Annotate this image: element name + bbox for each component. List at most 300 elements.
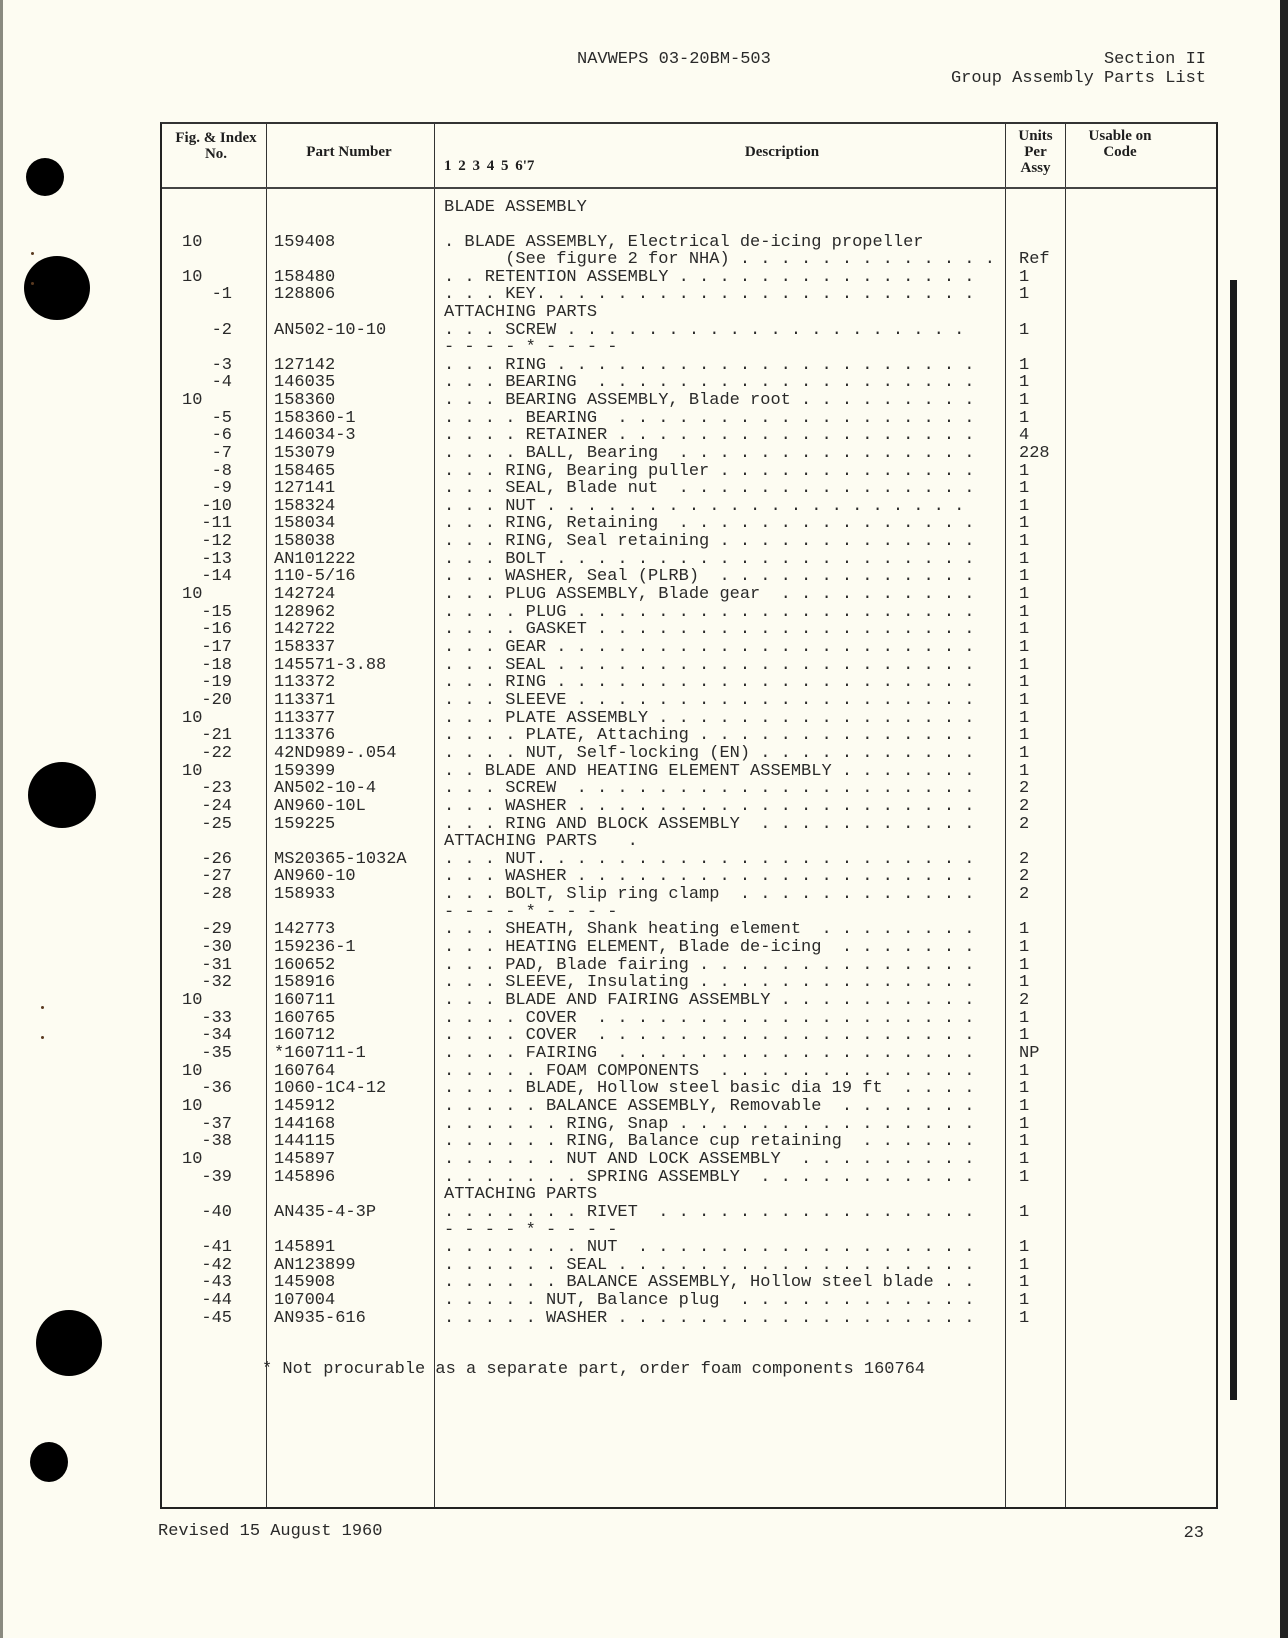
description-cell: BLADE ASSEMBLY bbox=[444, 199, 587, 217]
table-row bbox=[162, 427, 1216, 445]
part-number-cell: 160765 bbox=[274, 1009, 336, 1028]
part-number-cell: AN502-10-10 bbox=[274, 321, 387, 340]
punch-hole-1 bbox=[26, 158, 64, 196]
part-number-cell: 128806 bbox=[274, 285, 336, 304]
fig-index-cell: -15 bbox=[201, 603, 232, 622]
part-number-cell: AN123899 bbox=[274, 1256, 356, 1275]
fig-index-cell: -35 bbox=[201, 1044, 232, 1063]
units-per-assy-cell: 1 bbox=[1019, 1079, 1030, 1098]
description-cell: . . . BEARING ASSEMBLY, Blade root . . . . . . . . . bbox=[444, 392, 975, 410]
part-number-cell: 158324 bbox=[274, 497, 336, 516]
units-per-assy-cell: 1 bbox=[1019, 479, 1030, 498]
description-cell: . . . WASHER, Seal (PLRB) . . . . . . . . . . . . . bbox=[444, 568, 975, 586]
description-cell: . . . . BLADE, Hollow steel basic dia 19 ft . . . . bbox=[444, 1080, 975, 1098]
fig-index-cell: -11 bbox=[201, 514, 232, 533]
part-number-cell: 146035 bbox=[274, 373, 336, 392]
description-cell: ATTACHING PARTS bbox=[444, 1186, 598, 1204]
table-row bbox=[162, 833, 1216, 851]
table-row bbox=[162, 939, 1216, 957]
table-row bbox=[162, 1080, 1216, 1098]
fig-index-cell: -9 bbox=[211, 479, 232, 498]
fig-index-cell: 10 bbox=[182, 233, 203, 252]
units-per-assy-cell: 1 bbox=[1019, 585, 1030, 604]
units-per-assy-cell: 1 bbox=[1019, 638, 1030, 657]
part-number-cell: 158360-1 bbox=[274, 409, 356, 428]
footnote: * Not procurable as a separate part, order foam components 160764 bbox=[262, 1360, 926, 1379]
part-number-cell: AN960-10 bbox=[274, 867, 356, 886]
units-per-assy-cell: 1 bbox=[1019, 1273, 1030, 1292]
description-cell: . BLADE ASSEMBLY, Electrical de-icing propeller bbox=[444, 234, 924, 252]
description-cell: . . . SEAL . . . . . . . . . . . . . . . . . . . . . bbox=[444, 657, 975, 675]
description-cell: . . . . . . BALANCE ASSEMBLY, Hollow steel blade . . bbox=[444, 1274, 975, 1292]
description-cell: . . . . . BALANCE ASSEMBLY, Removable . . . . . . . bbox=[444, 1098, 975, 1116]
units-per-assy-cell: 1 bbox=[1019, 1062, 1030, 1081]
description-cell: . . . . . . SEAL . . . . . . . . . . . . . . . . . . bbox=[444, 1257, 975, 1275]
units-per-assy-cell: 1 bbox=[1019, 1097, 1030, 1116]
units-per-assy-cell: 2 bbox=[1019, 991, 1030, 1010]
table-row bbox=[162, 798, 1216, 816]
description-cell: . . . . FAIRING . . . . . . . . . . . . . . . . . . bbox=[444, 1045, 975, 1063]
description-cell: . . . BOLT . . . . . . . . . . . . . . . . . . . . . bbox=[444, 551, 975, 569]
units-per-assy-cell: 2 bbox=[1019, 779, 1030, 798]
table-row bbox=[162, 234, 1216, 252]
part-number-cell: 158933 bbox=[274, 885, 336, 904]
units-per-assy-cell: 1 bbox=[1019, 603, 1030, 622]
part-number-cell: 110-5/16 bbox=[274, 567, 356, 586]
table-row bbox=[162, 286, 1216, 304]
fig-index-cell: -37 bbox=[201, 1115, 232, 1134]
col-header-description: Description bbox=[744, 144, 820, 160]
description-cell: . . . BOLT, Slip ring clamp . . . . . . . . . . . . bbox=[444, 886, 975, 904]
table-row bbox=[162, 816, 1216, 834]
units-per-assy-cell: 1 bbox=[1019, 1168, 1030, 1187]
fig-index-cell: -20 bbox=[201, 691, 232, 710]
units-per-assy-cell: 2 bbox=[1019, 867, 1030, 886]
table-row bbox=[162, 727, 1216, 745]
description-cell: . . . RING . . . . . . . . . . . . . . . . . . . . . bbox=[444, 674, 975, 692]
part-number-cell: 113372 bbox=[274, 673, 336, 692]
description-cell: . . . . . WASHER . . . . . . . . . . . . . . . . . . bbox=[444, 1310, 975, 1328]
description-cell: - - - - * - - - - bbox=[444, 339, 618, 357]
description-cell: . . . SCREW . . . . . . . . . . . . . . . . . . . . bbox=[444, 322, 965, 340]
table-row bbox=[162, 1098, 1216, 1116]
units-per-assy-cell: 1 bbox=[1019, 268, 1030, 287]
units-per-assy-cell: 1 bbox=[1019, 673, 1030, 692]
speck bbox=[31, 282, 34, 285]
fig-index-cell: -43 bbox=[201, 1273, 232, 1292]
col-header-part-number: Part Number bbox=[306, 144, 392, 160]
description-cell: . . . SEAL, Blade nut . . . . . . . . . . . . . . . bbox=[444, 480, 975, 498]
units-per-assy-cell: 1 bbox=[1019, 620, 1030, 639]
section-title: Group Assembly Parts List bbox=[950, 69, 1206, 88]
part-number-cell: 113377 bbox=[274, 709, 336, 728]
description-cell: . . . RING . . . . . . . . . . . . . . . . . . . . . bbox=[444, 357, 975, 375]
fig-index-cell: -16 bbox=[201, 620, 232, 639]
page-edge-left bbox=[0, 0, 3, 1638]
fig-index-cell: 10 bbox=[182, 391, 203, 410]
part-number-cell: 160652 bbox=[274, 956, 336, 975]
table-row bbox=[162, 1204, 1216, 1222]
fig-index-cell: -38 bbox=[201, 1132, 232, 1151]
description-cell: . . . . . NUT, Balance plug . . . . . . . . . . . . bbox=[444, 1292, 975, 1310]
revision-date: Revised 15 August 1960 bbox=[158, 1522, 383, 1541]
description-cell: . . . KEY. . . . . . . . . . . . . . . . . . . . . . bbox=[444, 286, 975, 304]
part-number-cell: 145912 bbox=[274, 1097, 336, 1116]
table-row bbox=[162, 1310, 1216, 1328]
fig-index-cell: -2 bbox=[211, 321, 232, 340]
header-divider bbox=[162, 187, 1216, 189]
part-number-cell: 145896 bbox=[274, 1168, 336, 1187]
units-per-assy-cell: 1 bbox=[1019, 1309, 1030, 1328]
units-per-assy-cell: 1 bbox=[1019, 1115, 1030, 1134]
col-header-fig-index: Fig. & Index No. bbox=[175, 130, 257, 162]
fig-index-cell: -32 bbox=[201, 973, 232, 992]
description-cell: - - - - * - - - - bbox=[444, 904, 618, 922]
fig-index-cell: -4 bbox=[211, 373, 232, 392]
part-number-cell: 145897 bbox=[274, 1150, 336, 1169]
description-cell: (See figure 2 for NHA) . . . . . . . . . . . . . bbox=[444, 251, 995, 269]
description-cell: . . . . . . . RIVET . . . . . . . . . . . . . . . . bbox=[444, 1204, 975, 1222]
part-number-cell: 142724 bbox=[274, 585, 336, 604]
units-per-assy-cell: 1 bbox=[1019, 285, 1030, 304]
fig-index-cell: -8 bbox=[211, 462, 232, 481]
units-per-assy-cell: 4 bbox=[1019, 426, 1030, 445]
table-row bbox=[162, 586, 1216, 604]
units-per-assy-cell: 2 bbox=[1019, 797, 1030, 816]
units-per-assy-cell: NP bbox=[1019, 1044, 1040, 1063]
part-number-cell: 128962 bbox=[274, 603, 336, 622]
description-cell: . . . SCREW . . . . . . . . . . . . . . . . . . . . bbox=[444, 780, 975, 798]
fig-index-cell: -26 bbox=[201, 850, 232, 869]
description-cell: . . . . PLUG . . . . . . . . . . . . . . . . . . . . bbox=[444, 604, 975, 622]
table-row bbox=[162, 674, 1216, 692]
description-cell: . . RETENTION ASSEMBLY . . . . . . . . . . . . . . . bbox=[444, 269, 975, 287]
units-per-assy-cell: 1 bbox=[1019, 550, 1030, 569]
col-header-units: Units Per Assy bbox=[1018, 128, 1053, 176]
description-cell: . . . GEAR . . . . . . . . . . . . . . . . . . . . . bbox=[444, 639, 975, 657]
speck bbox=[41, 1036, 44, 1039]
description-cell: . . . . . . NUT AND LOCK ASSEMBLY . . . . . . . . . bbox=[444, 1151, 975, 1169]
description-cell: . . . RING, Retaining . . . . . . . . . . . . . . . bbox=[444, 515, 975, 533]
table-row bbox=[162, 515, 1216, 533]
fig-index-cell: 10 bbox=[182, 709, 203, 728]
part-number-cell: 127142 bbox=[274, 356, 336, 375]
page-edge-right bbox=[1280, 0, 1288, 1638]
table-row bbox=[162, 692, 1216, 710]
part-number-cell: AN502-10-4 bbox=[274, 779, 377, 798]
fig-index-cell: -3 bbox=[211, 356, 232, 375]
table-row bbox=[162, 339, 1216, 357]
description-cell: . . . . BEARING . . . . . . . . . . . . . . . . . . bbox=[444, 410, 975, 428]
description-cell: . . . SHEATH, Shank heating element . . . . . . . . bbox=[444, 921, 975, 939]
description-cell: . . . HEATING ELEMENT, Blade de-icing . . . . . . . bbox=[444, 939, 975, 957]
fig-index-cell: 10 bbox=[182, 1097, 203, 1116]
units-per-assy-cell: 1 bbox=[1019, 1150, 1030, 1169]
description-cell: . . . BLADE AND FAIRING ASSEMBLY . . . . . . . . . . bbox=[444, 992, 975, 1010]
part-number-cell: 107004 bbox=[274, 1291, 336, 1310]
fig-index-cell: -17 bbox=[201, 638, 232, 657]
units-per-assy-cell: 1 bbox=[1019, 726, 1030, 745]
table-row bbox=[162, 974, 1216, 992]
description-cell: . . . RING, Bearing puller . . . . . . . . . . . . . bbox=[444, 463, 975, 481]
part-number-cell: 127141 bbox=[274, 479, 336, 498]
units-per-assy-cell: 2 bbox=[1019, 850, 1030, 869]
fig-index-cell: -1 bbox=[211, 285, 232, 304]
table-row bbox=[162, 1169, 1216, 1187]
part-number-cell: 160711 bbox=[274, 991, 336, 1010]
document-number: NAVWEPS 03-20BM-503 bbox=[577, 50, 771, 69]
description-cell: . . . SLEEVE . . . . . . . . . . . . . . . . . . . . bbox=[444, 692, 975, 710]
fig-index-cell: -25 bbox=[201, 815, 232, 834]
part-number-cell: MS20365-1032A bbox=[274, 850, 407, 869]
table-row bbox=[162, 1186, 1216, 1204]
fig-index-cell: -30 bbox=[201, 938, 232, 957]
table-row bbox=[162, 1045, 1216, 1063]
description-cell: . . . PLATE ASSEMBLY . . . . . . . . . . . . . . . . bbox=[444, 710, 975, 728]
part-number-cell: 158337 bbox=[274, 638, 336, 657]
units-per-assy-cell: 2 bbox=[1019, 885, 1030, 904]
units-per-assy-cell: 1 bbox=[1019, 1009, 1030, 1028]
description-cell: . . . PAD, Blade fairing . . . . . . . . . . . . . . bbox=[444, 957, 975, 975]
table-row bbox=[162, 1027, 1216, 1045]
table-row bbox=[162, 1274, 1216, 1292]
fig-index-cell: -12 bbox=[201, 532, 232, 551]
part-number-cell: 158916 bbox=[274, 973, 336, 992]
description-cell: . . . . BALL, Bearing . . . . . . . . . . . . . . . bbox=[444, 445, 975, 463]
part-number-cell: 158360 bbox=[274, 391, 336, 410]
part-number-cell: 144168 bbox=[274, 1115, 336, 1134]
fig-index-cell: -10 bbox=[201, 497, 232, 516]
fig-index-cell: -42 bbox=[201, 1256, 232, 1275]
fig-index-cell: 10 bbox=[182, 991, 203, 1010]
part-number-cell: 158465 bbox=[274, 462, 336, 481]
fig-index-cell: -29 bbox=[201, 920, 232, 939]
punch-hole-4 bbox=[36, 1310, 102, 1376]
part-number-cell: AN935-616 bbox=[274, 1309, 366, 1328]
fig-index-cell: -40 bbox=[201, 1203, 232, 1222]
units-per-assy-cell: 1 bbox=[1019, 373, 1030, 392]
table-row bbox=[162, 639, 1216, 657]
table-row bbox=[162, 374, 1216, 392]
units-per-assy-cell: 1 bbox=[1019, 1256, 1030, 1275]
description-cell: . . . RING AND BLOCK ASSEMBLY . . . . . . . . . . . bbox=[444, 816, 975, 834]
units-per-assy-cell: 1 bbox=[1019, 356, 1030, 375]
table-row bbox=[162, 780, 1216, 798]
description-cell: ATTACHING PARTS bbox=[444, 304, 598, 322]
table-row bbox=[162, 1151, 1216, 1169]
units-per-assy-cell: 1 bbox=[1019, 1238, 1030, 1257]
description-cell: . . . NUT. . . . . . . . . . . . . . . . . . . . . . bbox=[444, 851, 975, 869]
units-per-assy-cell: 1 bbox=[1019, 656, 1030, 675]
description-cell: . . . BEARING . . . . . . . . . . . . . . . . . . . bbox=[444, 374, 975, 392]
table-row bbox=[162, 322, 1216, 340]
part-number-cell: AN960-10L bbox=[274, 797, 366, 816]
part-number-cell: 146034-3 bbox=[274, 426, 356, 445]
description-cell: . . . . . FOAM COMPONENTS . . . . . . . . . . . . . bbox=[444, 1063, 975, 1081]
units-per-assy-cell: 1 bbox=[1019, 497, 1030, 516]
units-per-assy-cell: 1 bbox=[1019, 1203, 1030, 1222]
fig-index-cell: 10 bbox=[182, 1062, 203, 1081]
description-cell: . . . WASHER . . . . . . . . . . . . . . . . . . . . bbox=[444, 868, 975, 886]
table-row bbox=[162, 1133, 1216, 1151]
revision-change-bar bbox=[1230, 280, 1237, 1400]
table-row bbox=[162, 992, 1216, 1010]
part-number-cell: 42ND989-.054 bbox=[274, 744, 397, 763]
units-per-assy-cell: 228 bbox=[1019, 444, 1050, 463]
part-number-cell: 159236-1 bbox=[274, 938, 356, 957]
col-header-usable-on-code: Usable on Code bbox=[1088, 128, 1152, 160]
units-per-assy-cell: 1 bbox=[1019, 956, 1030, 975]
part-number-cell: 159399 bbox=[274, 762, 336, 781]
part-number-cell: 142722 bbox=[274, 620, 336, 639]
part-number-cell: 145891 bbox=[274, 1238, 336, 1257]
units-per-assy-cell: 1 bbox=[1019, 409, 1030, 428]
description-cell: ATTACHING PARTS . bbox=[444, 833, 638, 851]
description-cell: . . . SLEEVE, Insulating . . . . . . . . . . . . . . bbox=[444, 974, 975, 992]
table-row bbox=[162, 868, 1216, 886]
part-number-cell: *160711-1 bbox=[274, 1044, 366, 1063]
table-row bbox=[162, 921, 1216, 939]
part-number-cell: 1060-1C4-12 bbox=[274, 1079, 387, 1098]
table-row bbox=[162, 304, 1216, 322]
part-number-cell: 153079 bbox=[274, 444, 336, 463]
section-label: Section II bbox=[1103, 50, 1206, 69]
fig-index-cell: -22 bbox=[201, 744, 232, 763]
description-cell: . . . . PLATE, Attaching . . . . . . . . . . . . . . bbox=[444, 727, 975, 745]
punch-hole-3 bbox=[28, 762, 96, 828]
description-cell: . . . WASHER . . . . . . . . . . . . . . . . . . . . bbox=[444, 798, 975, 816]
description-cell: . . . . . . . NUT . . . . . . . . . . . . . . . . . bbox=[444, 1239, 975, 1257]
units-per-assy-cell: 1 bbox=[1019, 762, 1030, 781]
fig-index-cell: -7 bbox=[211, 444, 232, 463]
part-number-cell: 145908 bbox=[274, 1273, 336, 1292]
fig-index-cell: -45 bbox=[201, 1309, 232, 1328]
description-cell: . . . NUT . . . . . . . . . . . . . . . . . . . . . bbox=[444, 498, 965, 516]
part-number-cell: 159225 bbox=[274, 815, 336, 834]
table-row bbox=[162, 745, 1216, 763]
fig-index-cell: -24 bbox=[201, 797, 232, 816]
fig-index-cell: -5 bbox=[211, 409, 232, 428]
units-per-assy-cell: 1 bbox=[1019, 532, 1030, 551]
speck bbox=[41, 1006, 44, 1009]
description-cell: . . . . . . RING, Snap . . . . . . . . . . . . . . . bbox=[444, 1116, 975, 1134]
fig-index-cell: -18 bbox=[201, 656, 232, 675]
fig-index-cell: -39 bbox=[201, 1168, 232, 1187]
col-header-indent-scale: 1 2 3 4 5 6'7 bbox=[444, 158, 535, 174]
table-row bbox=[162, 445, 1216, 463]
fig-index-cell: -19 bbox=[201, 673, 232, 692]
fig-index-cell: 10 bbox=[182, 762, 203, 781]
description-cell: . . . . . . . SPRING ASSEMBLY . . . . . . . . . . . bbox=[444, 1169, 975, 1187]
fig-index-cell: 10 bbox=[182, 268, 203, 287]
fig-index-cell: -13 bbox=[201, 550, 232, 569]
description-cell: . . . . GASKET . . . . . . . . . . . . . . . . . . . bbox=[444, 621, 975, 639]
fig-index-cell: -28 bbox=[201, 885, 232, 904]
units-per-assy-cell: 1 bbox=[1019, 462, 1030, 481]
units-per-assy-cell: 1 bbox=[1019, 321, 1030, 340]
fig-index-cell: -34 bbox=[201, 1026, 232, 1045]
fig-index-cell: -27 bbox=[201, 867, 232, 886]
units-per-assy-cell: 1 bbox=[1019, 744, 1030, 763]
part-number-cell: 144115 bbox=[274, 1132, 336, 1151]
part-number-cell: 113376 bbox=[274, 726, 336, 745]
units-per-assy-cell: 1 bbox=[1019, 1026, 1030, 1045]
fig-index-cell: -23 bbox=[201, 779, 232, 798]
speck bbox=[31, 252, 34, 255]
units-per-assy-cell: 1 bbox=[1019, 973, 1030, 992]
units-per-assy-cell: 1 bbox=[1019, 938, 1030, 957]
units-per-assy-cell: 1 bbox=[1019, 1132, 1030, 1151]
description-cell: . . . . . . RING, Balance cup retaining . . . . . . bbox=[444, 1133, 975, 1151]
fig-index-cell: -41 bbox=[201, 1238, 232, 1257]
table-row bbox=[162, 621, 1216, 639]
units-per-assy-cell: 1 bbox=[1019, 709, 1030, 728]
part-number-cell: 159408 bbox=[274, 233, 336, 252]
fig-index-cell: -33 bbox=[201, 1009, 232, 1028]
table-row bbox=[162, 568, 1216, 586]
part-number-cell: 158480 bbox=[274, 268, 336, 287]
description-cell: . . . PLUG ASSEMBLY, Blade gear . . . . . . . . . . bbox=[444, 586, 975, 604]
table-row bbox=[162, 886, 1216, 904]
table-row bbox=[162, 480, 1216, 498]
part-number-cell: 158034 bbox=[274, 514, 336, 533]
part-number-cell: AN101222 bbox=[274, 550, 356, 569]
section-header bbox=[951, 50, 1206, 88]
description-cell: . . . . COVER . . . . . . . . . . . . . . . . . . . bbox=[444, 1027, 975, 1045]
units-per-assy-cell: 1 bbox=[1019, 1291, 1030, 1310]
fig-index-cell: -31 bbox=[201, 956, 232, 975]
table-row bbox=[162, 199, 1216, 217]
part-number-cell: 160712 bbox=[274, 1026, 336, 1045]
units-per-assy-cell: 1 bbox=[1019, 920, 1030, 939]
fig-index-cell: -6 bbox=[211, 426, 232, 445]
description-cell: . . BLADE AND HEATING ELEMENT ASSEMBLY . . . . . . . bbox=[444, 763, 975, 781]
description-cell: . . . . RETAINER . . . . . . . . . . . . . . . . . . bbox=[444, 427, 975, 445]
description-cell: - - - - * - - - - bbox=[444, 1222, 618, 1240]
units-per-assy-cell: 1 bbox=[1019, 514, 1030, 533]
description-cell: . . . RING, Seal retaining . . . . . . . . . . . . . bbox=[444, 533, 975, 551]
units-per-assy-cell: 1 bbox=[1019, 567, 1030, 586]
description-cell: . . . . COVER . . . . . . . . . . . . . . . . . . . bbox=[444, 1010, 975, 1028]
units-per-assy-cell: 1 bbox=[1019, 691, 1030, 710]
units-per-assy-cell: 1 bbox=[1019, 391, 1030, 410]
punch-hole-2 bbox=[24, 256, 90, 320]
table-row bbox=[162, 533, 1216, 551]
part-number-cell: 160764 bbox=[274, 1062, 336, 1081]
part-number-cell: AN435-4-3P bbox=[274, 1203, 377, 1222]
part-number-cell: 158038 bbox=[274, 532, 336, 551]
units-per-assy-cell: 2 bbox=[1019, 815, 1030, 834]
parts-list-table bbox=[160, 122, 1218, 1509]
part-number-cell: 142773 bbox=[274, 920, 336, 939]
table-row bbox=[162, 1292, 1216, 1310]
table-row bbox=[162, 251, 1216, 269]
fig-index-cell: 10 bbox=[182, 585, 203, 604]
table-row bbox=[162, 1239, 1216, 1257]
fig-index-cell: -21 bbox=[201, 726, 232, 745]
part-number-cell: 113371 bbox=[274, 691, 336, 710]
fig-index-cell: -44 bbox=[201, 1291, 232, 1310]
part-number-cell: 145571-3.88 bbox=[274, 656, 387, 675]
table-row bbox=[162, 392, 1216, 410]
fig-index-cell: -36 bbox=[201, 1079, 232, 1098]
description-cell: . . . . NUT, Self-locking (EN) . . . . . . . . . . . bbox=[444, 745, 975, 763]
fig-index-cell: 10 bbox=[182, 1150, 203, 1169]
units-per-assy-cell: Ref bbox=[1019, 250, 1050, 269]
page-number: 23 bbox=[1183, 1524, 1204, 1543]
fig-index-cell: -14 bbox=[201, 567, 232, 586]
punch-hole-5 bbox=[30, 1442, 68, 1482]
